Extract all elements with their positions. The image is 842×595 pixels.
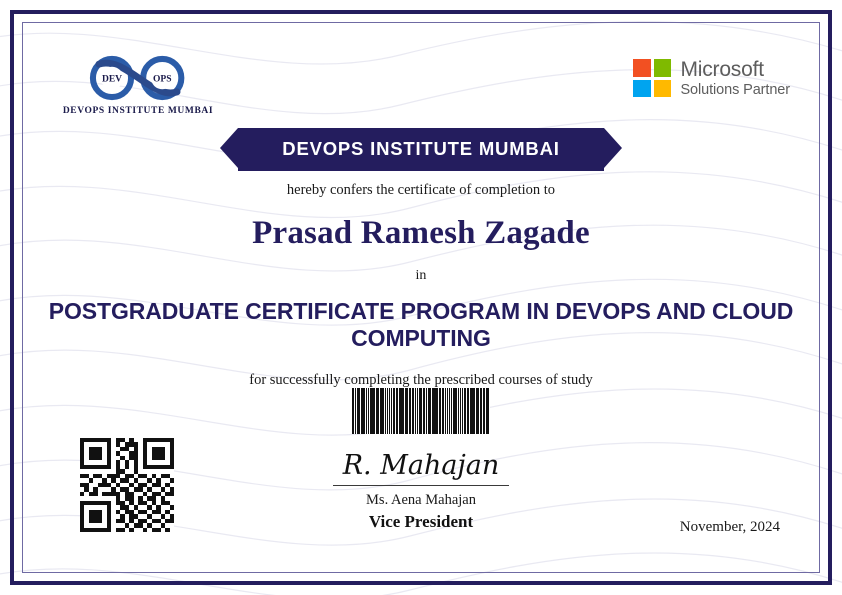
certificate-body bbox=[0, 182, 842, 389]
devops-infinity-icon bbox=[73, 52, 203, 104]
program-title: POSTGRADUATE CERTIFICATE PROGRAM IN DEVOPS AND CLOUD COMPUTING bbox=[48, 298, 794, 352]
confers-line: hereby confers the certificate of completion to bbox=[286, 182, 556, 198]
barcode bbox=[352, 388, 490, 434]
in-word: in bbox=[415, 268, 427, 283]
signature-rule bbox=[333, 485, 509, 486]
svg-text:OPS: OPS bbox=[153, 74, 172, 85]
ribbon-banner bbox=[0, 128, 842, 171]
institute-logo-caption: DEVOPS INSTITUTE MUMBAI bbox=[62, 106, 214, 116]
microsoft-partner-subtitle: Solutions Partner bbox=[680, 82, 790, 99]
microsoft-logo-icon bbox=[633, 59, 671, 97]
barcode-gap bbox=[489, 388, 490, 434]
signatory-title: Vice President bbox=[368, 512, 474, 531]
microsoft-name: Microsoft bbox=[680, 58, 764, 81]
microsoft-partner-badge bbox=[633, 58, 790, 99]
institute-logo bbox=[58, 52, 218, 116]
completion-line: for successfully completing the prescribed courses of study bbox=[249, 372, 593, 389]
signature-script: R. Mahajan bbox=[342, 450, 500, 481]
issue-date: November, 2024 bbox=[679, 519, 780, 535]
signatory-name: Ms. Aena Mahajan bbox=[366, 492, 476, 508]
svg-text:DEV: DEV bbox=[101, 74, 123, 85]
ribbon-title: DEVOPS INSTITUTE MUMBAI bbox=[238, 128, 603, 171]
recipient-name: Prasad Ramesh Zagade bbox=[252, 215, 590, 251]
